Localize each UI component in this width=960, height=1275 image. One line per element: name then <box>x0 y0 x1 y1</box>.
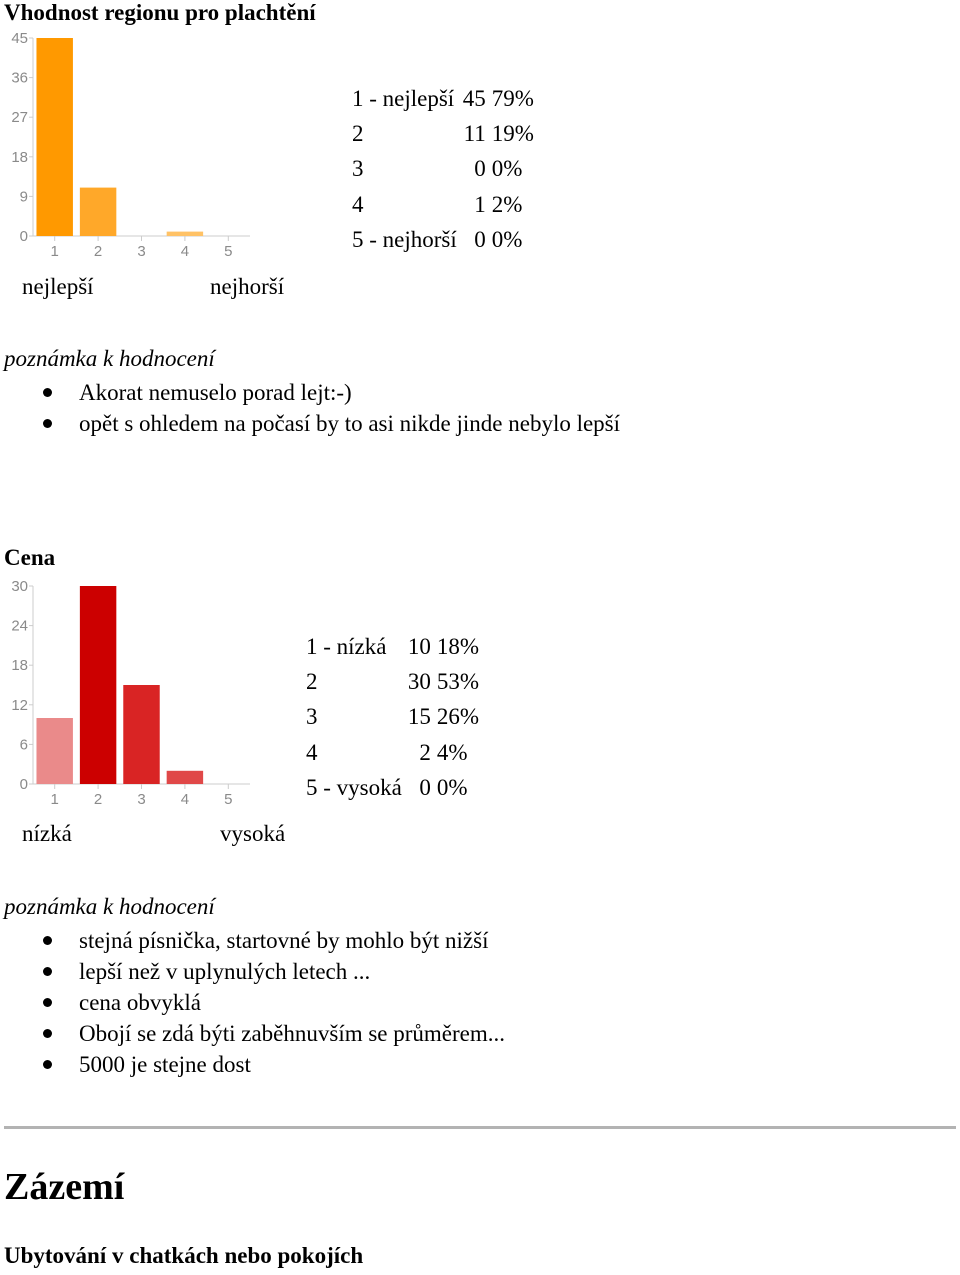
summary-label: 3 <box>306 704 318 730</box>
scale-label-low: nízká <box>22 821 72 846</box>
list-item: 5000 je stejne dost <box>0 1049 505 1080</box>
summary-count: 1 <box>474 191 486 217</box>
x-tick-label: 5 <box>224 243 233 260</box>
summary-row <box>306 735 485 770</box>
summary-row <box>306 664 485 699</box>
x-tick-label: 5 <box>224 791 233 808</box>
question-title-vhodnost: Vhodnost regionu pro plachtění <box>4 0 316 25</box>
summary-percent: 26% <box>436 704 479 730</box>
x-tick-label: 3 <box>137 243 146 260</box>
x-tick-label: 4 <box>180 791 190 808</box>
summary-percent: 19% <box>491 120 534 146</box>
summary-table-vhodnost <box>352 81 540 257</box>
summary-count: 15 <box>407 704 431 730</box>
bar-chart-cena <box>0 576 260 846</box>
summary-label: 3 <box>352 156 364 182</box>
y-tick-label: 12 <box>11 696 28 714</box>
bar-2 <box>80 586 116 784</box>
question-title-ubytovani: Ubytování v chatkách nebo pokojích <box>4 1243 364 1268</box>
summary-label: 2 <box>306 668 318 694</box>
summary-percent: 4% <box>436 739 468 765</box>
summary-percent: 0% <box>436 774 468 800</box>
x-tick-label: 1 <box>50 791 59 808</box>
summary-count: 0 <box>474 226 486 252</box>
y-tick-label: 6 <box>19 736 28 754</box>
y-tick-label: 9 <box>19 188 28 206</box>
bar-4 <box>167 771 203 784</box>
summary-label: 1 - nízká <box>306 633 387 659</box>
y-tick-label: 27 <box>11 109 28 127</box>
y-tick-label: 36 <box>11 69 28 87</box>
summary-count: 11 <box>463 120 486 146</box>
summary-row <box>352 152 540 187</box>
summary-count: 45 <box>462 85 486 111</box>
summary-percent: 0% <box>491 226 523 252</box>
summary-label: 2 <box>352 120 364 146</box>
bar-4 <box>167 232 203 236</box>
scale-label-high: vysoká <box>220 821 286 846</box>
summary-row <box>352 81 540 116</box>
x-tick-label: 2 <box>93 791 103 808</box>
y-tick-label: 0 <box>19 776 28 793</box>
bar-chart-vhodnost <box>0 28 260 298</box>
x-tick-label: 3 <box>137 791 146 808</box>
x-tick-label: 2 <box>93 243 103 260</box>
section-title: Zázemí <box>4 1166 125 1208</box>
y-tick-label: 45 <box>11 30 28 47</box>
summary-label: 5 - vysoká <box>306 774 402 800</box>
note-list <box>0 377 620 439</box>
y-tick-label: 18 <box>11 657 28 675</box>
summary-table-cena <box>306 629 485 805</box>
bar-2 <box>80 188 116 236</box>
summary-label: 4 <box>306 739 318 765</box>
list-item: opět s ohledem na počasí by to asi nikde jinde nebylo lepší <box>0 408 620 439</box>
scale-label-high: nejhorší <box>210 274 285 299</box>
summary-label: 4 <box>352 191 364 217</box>
summary-row <box>306 700 485 735</box>
bar-1 <box>36 718 72 784</box>
note-heading: poznámka k hodnocení <box>4 346 215 371</box>
summary-label: 5 - nejhorší <box>352 226 457 252</box>
list-item: Akorat nemuselo porad lejt:-) <box>0 377 620 408</box>
summary-percent: 0% <box>491 156 523 182</box>
summary-count: 30 <box>407 668 431 694</box>
y-tick-label: 24 <box>11 617 28 635</box>
scale-label-low: nejlepší <box>22 274 94 299</box>
summary-percent: 18% <box>436 633 479 659</box>
bar-3 <box>123 685 159 784</box>
question-title-cena: Cena <box>4 545 56 570</box>
summary-row <box>352 116 540 151</box>
summary-percent: 79% <box>491 85 534 111</box>
summary-row <box>352 222 540 257</box>
y-tick-label: 0 <box>19 228 28 245</box>
list-item: cena obvyklá <box>0 987 505 1018</box>
section-divider <box>4 1126 956 1129</box>
list-item: stejná písnička, startovné by mohlo být nižší <box>0 925 505 956</box>
summary-row <box>306 770 485 805</box>
summary-label: 1 - nejlepší <box>352 85 455 111</box>
list-item: lepší než v uplynulých letech ... <box>0 956 505 987</box>
summary-count: 0 <box>474 156 486 182</box>
summary-percent: 2% <box>491 191 523 217</box>
x-tick-label: 1 <box>50 243 59 260</box>
x-tick-label: 4 <box>180 243 190 260</box>
summary-count: 2 <box>419 739 431 765</box>
bar-1 <box>36 38 72 236</box>
note-heading: poznámka k hodnocení <box>4 894 215 919</box>
y-tick-label: 30 <box>11 578 28 595</box>
summary-percent: 53% <box>436 668 479 694</box>
summary-row <box>352 187 540 222</box>
summary-count: 0 <box>419 774 431 800</box>
y-tick-label: 18 <box>11 148 28 166</box>
summary-row <box>306 629 485 664</box>
list-item: Obojí se zdá býti zaběhnuvším se průměrem... <box>0 1018 505 1049</box>
note-list <box>0 925 505 1080</box>
summary-count: 10 <box>407 633 431 659</box>
